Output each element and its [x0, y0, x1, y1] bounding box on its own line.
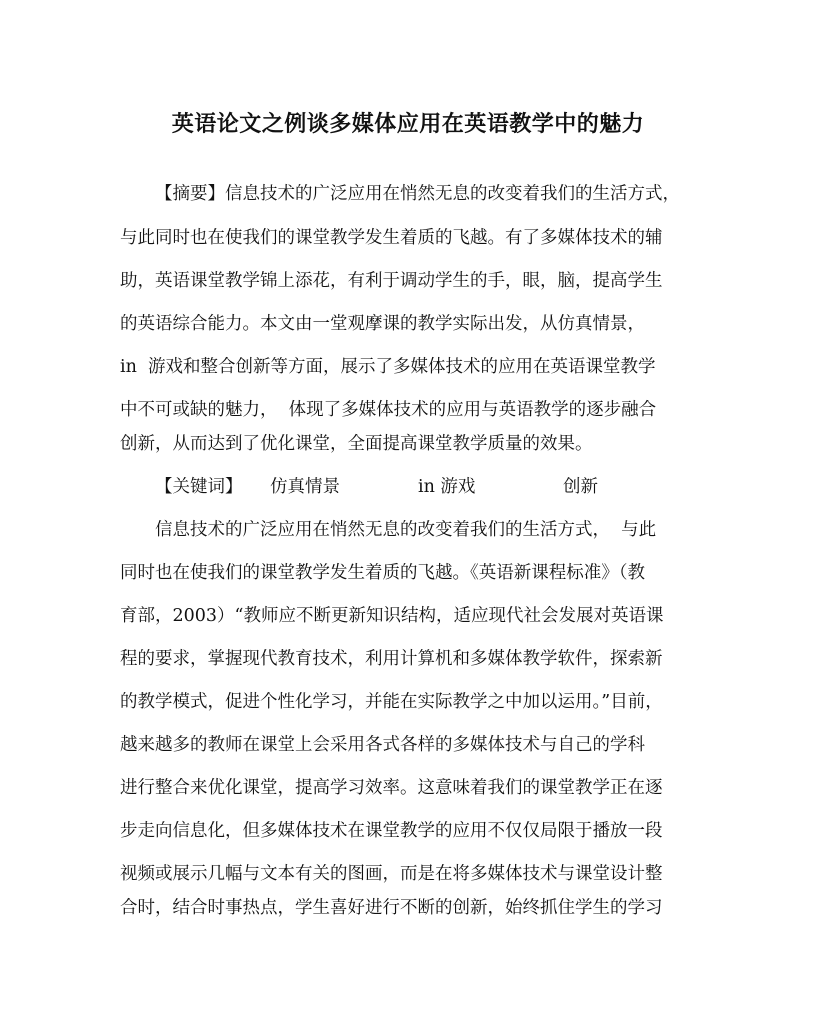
body-line: 进行整合来优化课堂，提高学习效率。这意味着我们的课堂教学正在逐	[120, 778, 663, 798]
body-line: 步走向信息化，但多媒体技术在课堂教学的应用不仅仅局限于播放一段	[120, 821, 663, 841]
keywords-row	[0, 475, 816, 499]
body-line: 育部，2003）“教师应不断更新知识结构，适应现代社会发展对英语课	[120, 606, 664, 626]
body-line: 程的要求，掌握现代教育技术，利用计算机和多媒体教学软件，探索新	[120, 649, 663, 669]
body-line: 信息技术的广泛应用在悄然无息的改变着我们的生活方式， 与此	[155, 520, 657, 540]
abstract-line: 与此同时也在使我们的课堂教学发生着质的飞越。有了多媒体技术的辅	[120, 228, 663, 248]
body-line: 越来越多的教师在课堂上会采用各式各样的多媒体技术与自己的学科	[120, 735, 645, 755]
abstract-line: 中不可或缺的魅力， 体现了多媒体技术的应用与英语教学的逐步融合	[120, 400, 657, 420]
keyword-item: in 游戏	[418, 477, 476, 497]
body-line: 的教学模式，促进个性化学习，并能在实际教学之中加以运用。”目前，	[120, 692, 663, 712]
abstract-line: 助，英语课堂教学锦上添花，有利于调动学生的手，眼，脑，提高学生	[120, 271, 663, 291]
abstract-line: 的英语综合能力。本文由一堂观摩课的教学实际出发，从仿真情景，	[120, 314, 645, 334]
abstract-line: 【摘要】信息技术的广泛应用在悄然无息的改变着我们的生活方式，	[155, 184, 680, 204]
body-line: 视频或展示几幅与文本有关的图画，而是在将多媒体技术与课堂设计整	[120, 864, 663, 884]
document-title: 英语论文之例谈多媒体应用在英语教学中的魅力	[171, 111, 645, 137]
keyword-item: 创新	[563, 477, 598, 497]
body-line: 同时也在使我们的课堂教学发生着质的飞越。《英语新课程标准》（教	[120, 563, 645, 583]
keywords-label: 【关键词】	[155, 477, 243, 497]
abstract-line: in 游戏和整合创新等方面，展示了多媒体技术的应用在英语课堂教学	[120, 357, 656, 377]
abstract-line: 创新，从而达到了优化课堂，全面提高课堂教学质量的效果。	[120, 434, 593, 454]
body-line: 合时，结合时事热点，学生喜好进行不断的创新，始终抓住学生的学习	[120, 898, 663, 918]
keyword-item: 仿真情景	[270, 477, 340, 497]
